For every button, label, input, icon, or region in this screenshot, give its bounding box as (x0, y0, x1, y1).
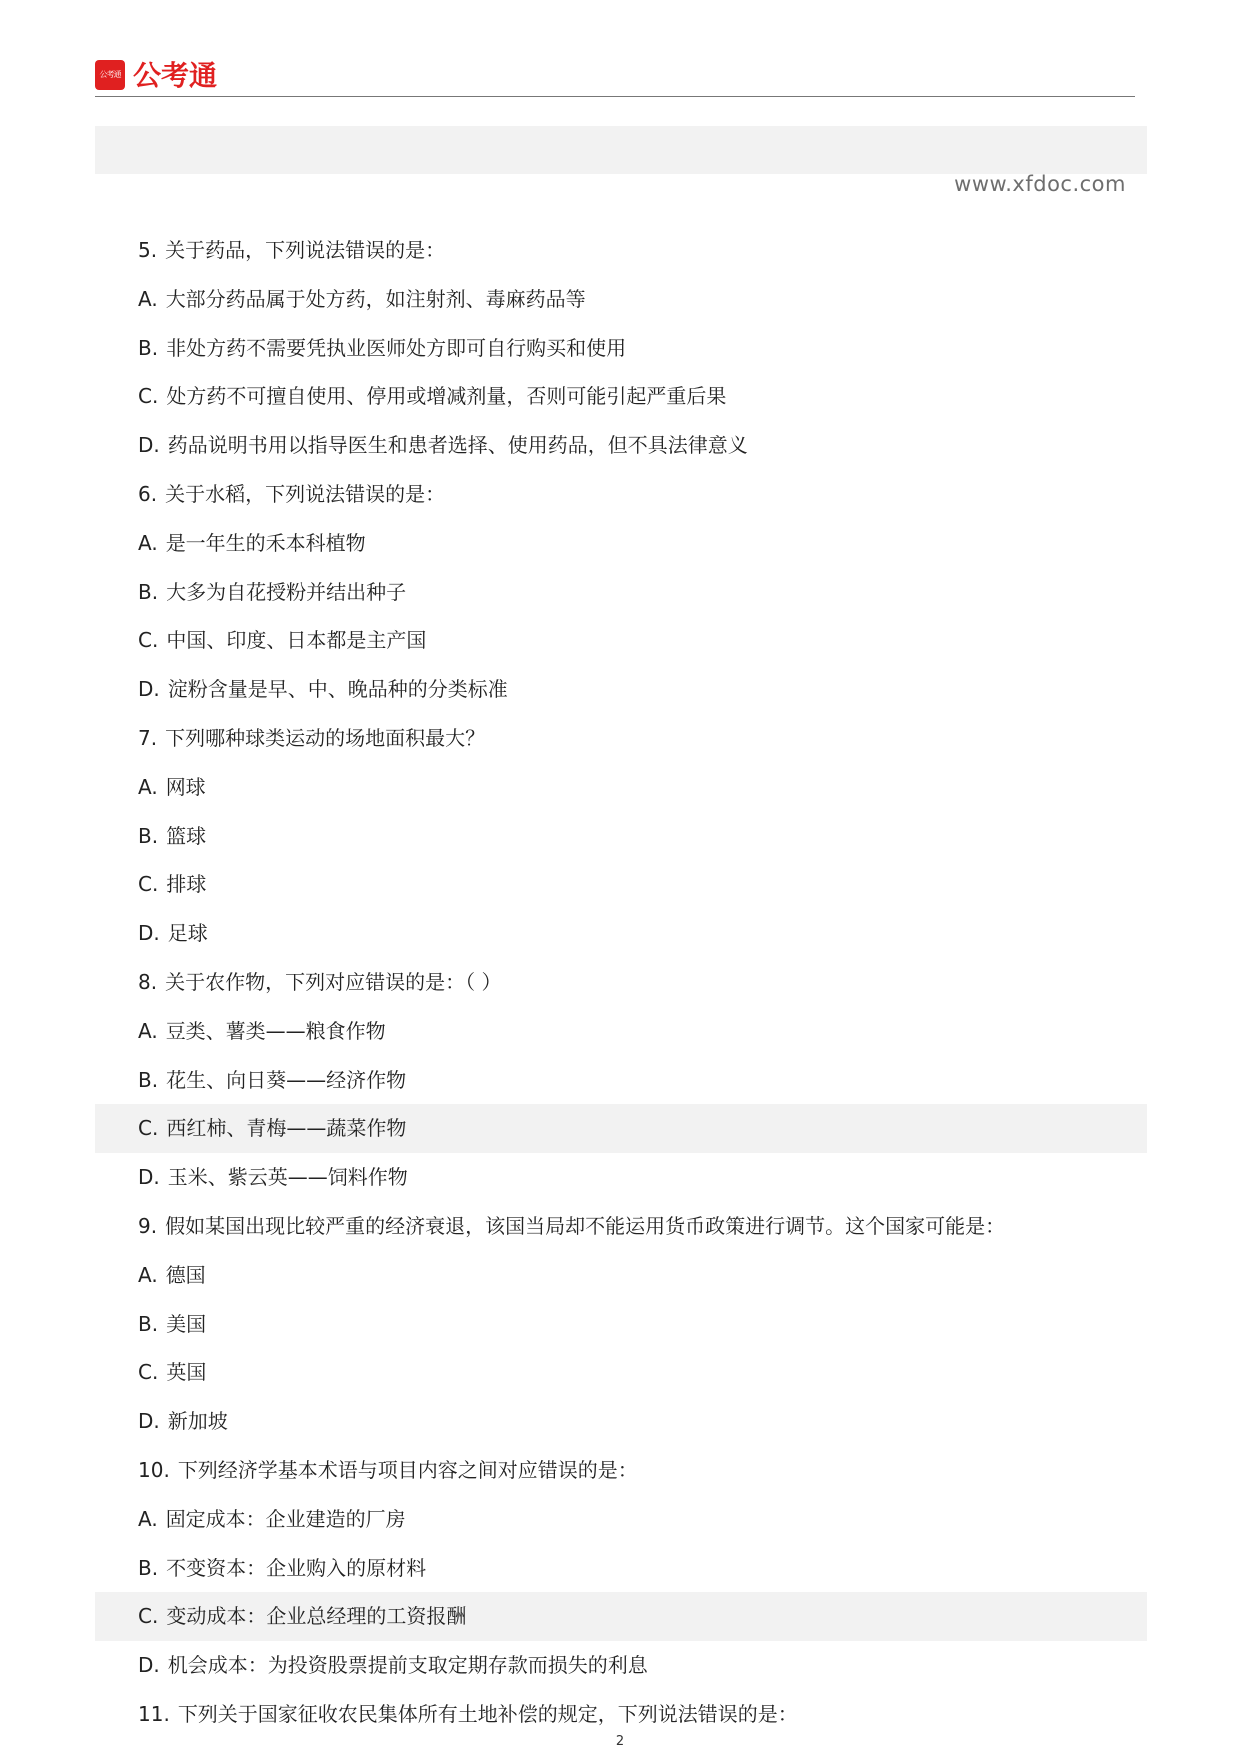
question-text: 关于水稻，下列说法错误的是： (165, 481, 446, 506)
answer-option (95, 1641, 1147, 1690)
option-letter: A. (138, 1506, 158, 1531)
option-letter: D. (138, 1165, 160, 1190)
logo-icon: 公考通 (95, 60, 125, 90)
option-letter: C. (138, 1116, 159, 1141)
banner-placeholder (95, 126, 1147, 174)
option-text: 豆类、薯类——粮食作物 (165, 1018, 386, 1043)
brand-logo: 公考通 (133, 59, 218, 92)
answer-option (95, 1251, 1147, 1300)
answer-option (95, 324, 1147, 373)
option-text: 处方药不可擅自使用、停用或增减剂量，否则可能引起严重后果 (166, 384, 727, 409)
option-text: 德国 (165, 1262, 206, 1287)
option-letter: A. (138, 530, 158, 555)
question-text: 下列经济学基本术语与项目内容之间对应错误的是： (177, 1457, 638, 1482)
option-letter: A. (138, 286, 158, 311)
watermark: www.xfdoc.com (954, 172, 1126, 196)
option-text: 淀粉含量是早、中、晚品种的分类标准 (167, 677, 508, 702)
question-number: 7. (138, 725, 158, 750)
answer-option (95, 519, 1147, 568)
option-text: 花生、向日葵——经济作物 (166, 1067, 407, 1092)
answer-option (95, 421, 1147, 470)
question-number: 5. (138, 238, 158, 262)
option-text: 大多为自花授粉并结出种子 (166, 579, 407, 604)
option-letter: D. (138, 921, 160, 946)
question-stem (95, 226, 1147, 275)
option-letter: A. (138, 774, 158, 799)
option-letter: C. (138, 1604, 159, 1629)
option-letter: D. (138, 1653, 160, 1678)
question-number: 9. (138, 1213, 158, 1238)
option-text: 玉米、紫云英——饲料作物 (167, 1165, 408, 1190)
question-text: 关于农作物，下列对应错误的是：（ ） (165, 969, 502, 994)
option-letter: B. (138, 335, 159, 360)
answer-option (95, 568, 1147, 617)
answer-option (95, 616, 1147, 665)
option-letter: C. (138, 1360, 159, 1385)
answer-option (95, 372, 1147, 421)
question-list (95, 226, 1147, 1739)
answer-option (95, 1592, 1147, 1641)
question-text: 下列关于国家征收农民集体所有土地补偿的规定，下列说法错误的是： (177, 1701, 798, 1726)
option-text: 美国 (166, 1311, 207, 1336)
answer-option (95, 665, 1147, 714)
header-divider (95, 96, 1135, 97)
answer-option (95, 1104, 1147, 1153)
question-text: 假如某国出现比较严重的经济衰退，该国当局却不能运用货币政策进行调节。这个国家可能是： (165, 1213, 1006, 1238)
question-number: 8. (138, 969, 158, 994)
answer-option (95, 812, 1147, 861)
option-text: 排球 (166, 872, 207, 897)
option-text: 药品说明书用以指导医生和患者选择、使用药品，但不具法律意义 (167, 433, 748, 458)
option-letter: B. (138, 1555, 159, 1580)
option-text: 西红柿、青梅——蔬菜作物 (166, 1116, 407, 1141)
question-stem (95, 714, 1147, 763)
answer-option (95, 1153, 1147, 1202)
answer-option (95, 1300, 1147, 1349)
option-text: 网球 (165, 774, 206, 799)
option-text: 英国 (166, 1360, 207, 1385)
answer-option (95, 1397, 1147, 1446)
option-letter: C. (138, 872, 159, 897)
option-letter: B. (138, 579, 159, 604)
option-text: 大部分药品属于处方药，如注射剂、毒麻药品等 (165, 286, 586, 311)
answer-option (95, 1056, 1147, 1105)
page-number: 2 (615, 1734, 625, 1749)
option-letter: D. (138, 1409, 160, 1434)
question-number: 6. (138, 481, 158, 506)
option-letter: D. (138, 677, 160, 702)
header (95, 58, 1135, 98)
answer-option (95, 763, 1147, 812)
option-text: 新加坡 (167, 1409, 228, 1434)
answer-option (95, 909, 1147, 958)
option-letter: C. (138, 628, 159, 653)
question-stem (95, 470, 1147, 519)
option-letter: C. (138, 384, 159, 409)
option-letter: B. (138, 1067, 159, 1092)
option-letter: D. (138, 433, 160, 458)
question-text: 下列哪种球类运动的场地面积最大？ (165, 725, 486, 750)
answer-option (95, 860, 1147, 909)
option-letter: B. (138, 1311, 159, 1336)
option-text: 固定成本：企业建造的厂房 (165, 1506, 406, 1531)
option-text: 篮球 (166, 823, 207, 848)
question-text: 关于药品，下列说法错误的是： (165, 238, 446, 262)
answer-option (95, 1544, 1147, 1593)
option-text: 中国、印度、日本都是主产国 (166, 628, 427, 653)
question-stem (95, 958, 1147, 1007)
option-text: 不变资本：企业购入的原材料 (166, 1555, 427, 1580)
question-stem (95, 1202, 1147, 1251)
question-number: 11. (138, 1701, 170, 1726)
question-stem (95, 1690, 1147, 1739)
answer-option (95, 275, 1147, 324)
option-text: 是一年生的禾本科植物 (165, 530, 366, 555)
option-letter: B. (138, 823, 159, 848)
answer-option (95, 1495, 1147, 1544)
answer-option (95, 1348, 1147, 1397)
question-stem (95, 1446, 1147, 1495)
option-letter: A. (138, 1262, 158, 1287)
question-number: 10. (138, 1457, 170, 1482)
option-letter: A. (138, 1018, 158, 1043)
answer-option (95, 1007, 1147, 1056)
option-text: 足球 (167, 921, 208, 946)
option-text: 非处方药不需要凭执业医师处方即可自行购买和使用 (166, 335, 627, 360)
option-text: 机会成本：为投资股票提前支取定期存款而损失的利息 (167, 1653, 648, 1678)
option-text: 变动成本：企业总经理的工资报酬 (166, 1604, 467, 1629)
